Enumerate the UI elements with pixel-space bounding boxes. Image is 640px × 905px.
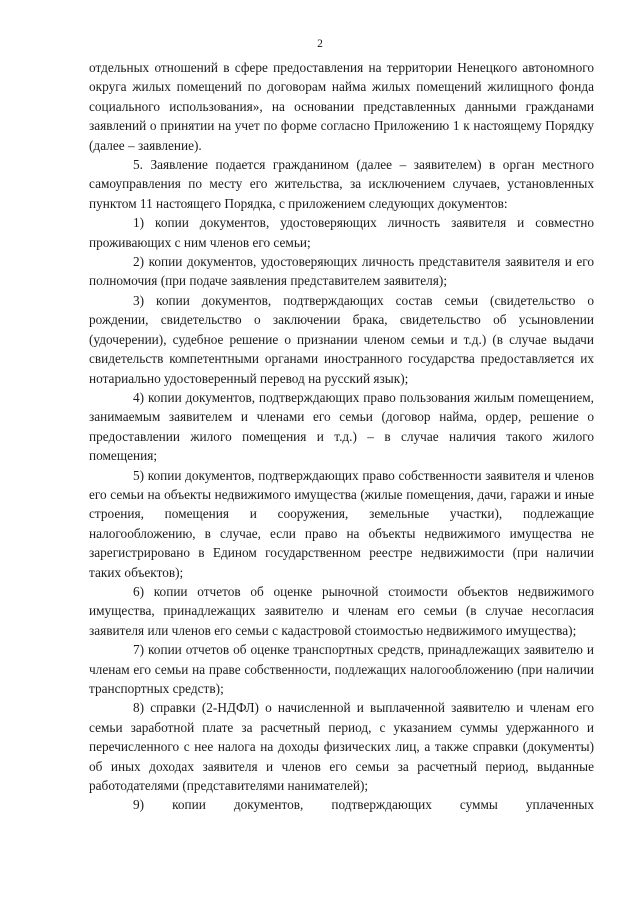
list-item-8: 8) справки (2-НДФЛ) о начисленной и выплаченной заявителю и членам его семьи заработной плате за расчетный период, с указанием суммы удержанного и перечисленного с нее налога на доходы физических лиц, а также справки (документы) об иных доходах заявителя и членов его семьи за расчетный период, выданные работодателями (представителями нанимателей); bbox=[89, 700, 594, 794]
list-item-6: 6) копии отчетов об оценке рыночной стоимости объектов недвижимого имущества, принадлежащих заявителю и членам его семьи (в случае несогласия заявителя или членов его семьи с кадастровой стоимостью недвижимого имущества); bbox=[89, 583, 594, 638]
list-item-3: 3) копии документов, подтверждающих состав семьи (свидетельство о рождении, свидетельство о заключении брака, свидетельство об усыновлении (удочерении), судебное решение о признании членом семьи и т.д.) (в случае выдачи свидетельств компетентными органами иностранного государства предоставляется их нотариально удостоверенный перевод на русский язык); bbox=[89, 292, 594, 386]
list-item-9: 9) копии документов, подтверждающих суммы уплаченных bbox=[133, 797, 594, 813]
paragraph-continuation: отдельных отношений в сфере предоставления на территории Ненецкого автономного округа жилых помещений по договорам найма жилых помещений жилищного фонда социального использования», на основании представленных данными гражданами заявлений о принятии на учет по форме согласно Приложению 1 к настоящему Порядку (далее – заявление). bbox=[89, 60, 594, 153]
list-item-1: 1) копии документов, удостоверяющих личность заявителя и совместно проживающих с ним членов его семьи; bbox=[89, 215, 594, 250]
paragraph-item-5: 5. Заявление подается гражданином (далее – заявителем) в орган местного самоуправления по месту его жительства, за исключением случаев, установленных пунктом 11 настоящего Порядка, с приложением следующих документов: bbox=[89, 157, 594, 211]
list-item-7: 7) копии отчетов об оценке транспортных средств, принадлежащих заявителю и членам его семьи на праве собственности, подлежащих налогообложению (при наличии транспортных средств); bbox=[89, 642, 594, 696]
list-item-2: 2) копии документов, удостоверяющих личность представителя заявителя и его полномочия (при подаче заявления представителем заявителя); bbox=[89, 254, 594, 289]
page-number: 2 bbox=[317, 38, 323, 50]
list-item-5: 5) копии документов, подтверждающих право собственности заявителя и членов его семьи на объекты недвижимого имущества (жилые помещения, дачи, гаражи и иные строения, помещения и сооружения, земельные участки), подлежащие налогообложению, в случае, если право на объекты недвижимого имущества не зарегистрировано в Едином государственном реестре недвижимости (при наличии таких объектов); bbox=[89, 467, 594, 580]
document-body bbox=[89, 58, 594, 815]
list-item-4: 4) копии документов, подтверждающих право пользования жилым помещением, занимаемым заявителем и членами его семьи (договор найма, ордер, решение о предоставлении жилого помещения и т.д.) – в случае наличия такого жилого помещения; bbox=[89, 389, 594, 464]
